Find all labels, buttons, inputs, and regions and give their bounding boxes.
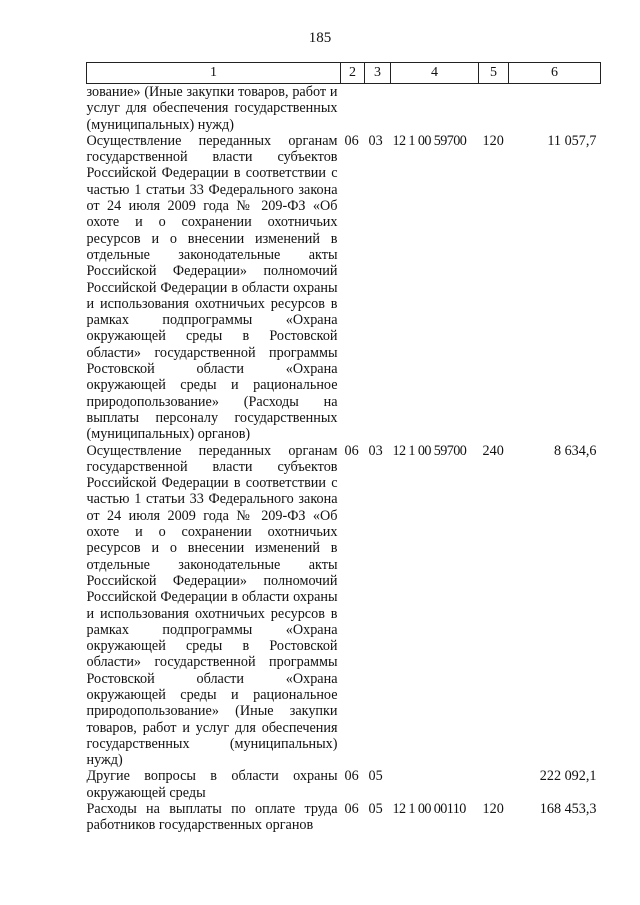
table-row [87, 443, 601, 769]
row-expense-type [479, 84, 509, 133]
row-amount: 8 634,6 [553, 442, 597, 459]
row-subsection [365, 84, 391, 133]
column-header-3: 3 [365, 63, 391, 84]
row-name: Осуществление переданных органам государственной власти субъектов Российской Федерации в соответствии с частью 1 статьи 33 Федерального закона от 24 июля 2009 года № 209-ФЗ «Об охоте и о сохранении охотничьих ресурсов и о внесении изменений в отдельные законодательные акты Российской Федерации» полномочий Российской Федерации в области охраны и использования охотничьих ресурсов в рамках подпрограммы «Охрана окружающей среды в Ростовской области» государственной программы Ростовской области «Охрана окружающей среды и рациональное природопользование» (Расходы на выплаты персоналу государственных (муниципальных) органов) [86, 132, 338, 443]
row-expense-type [479, 768, 509, 801]
row-subsection: 03 [368, 132, 383, 149]
table-row [87, 801, 601, 834]
row-subsection: 03 [368, 442, 383, 459]
budget-table [86, 62, 601, 834]
column-header-4: 4 [391, 63, 479, 84]
row-name: Осуществление переданных органам государственной власти субъектов Российской Федерации в соответствии с частью 1 статьи 33 Федерального закона от 24 июля 2009 года № 209-ФЗ «Об охоте и о сохранении охотничьих ресурсов и о внесении изменений в отдельные законодательные акты Российской Федерации» полномочий Российской Федерации в области охраны и использования охотничьих ресурсов в рамках подпрограммы «Охрана окружающей среды в Ростовской области» государственной программы Ростовской области «Охрана окружающей среды и рациональное природопользование» (Иные закупки товаров, работ и услуг для обеспечения государственных (муниципальных) нужд) [86, 442, 338, 769]
row-section: 06 [344, 801, 359, 818]
row-name: Расходы на выплаты по оплате труда работников государственных органов [86, 801, 338, 834]
row-expense-type: 120 [482, 801, 504, 818]
page-number: 185 [308, 30, 332, 46]
row-expense-type: 240 [482, 442, 504, 459]
row-target-article: 12 1 00 00110 [392, 801, 466, 818]
row-name: Другие вопросы в области охраны окружающей среды [86, 768, 338, 801]
row-section [341, 84, 365, 133]
column-header-2: 2 [341, 63, 365, 84]
row-target-article [391, 768, 479, 801]
table-row [87, 133, 601, 443]
row-target-article: 12 1 00 59700 [392, 442, 467, 459]
row-name: зование» (Иные закупки товаров, работ и услуг для обеспечения государственных (муниципальных) нужд) [86, 84, 338, 133]
table-row [87, 84, 601, 133]
column-header-6: 6 [509, 63, 601, 84]
column-header-5: 5 [479, 63, 509, 84]
row-target-article [391, 84, 479, 133]
row-section: 06 [344, 442, 359, 459]
table-row [87, 768, 601, 801]
row-target-article: 12 1 00 59700 [392, 132, 467, 149]
row-subsection: 05 [368, 801, 383, 818]
row-amount: 222 092,1 [539, 768, 597, 785]
row-amount: 11 057,7 [547, 132, 597, 149]
column-header-1: 1 [87, 63, 341, 84]
row-section: 06 [344, 132, 359, 149]
row-subsection: 05 [368, 768, 383, 785]
row-amount [509, 84, 601, 133]
row-expense-type: 120 [482, 132, 504, 149]
table-header-row [87, 63, 601, 84]
row-amount: 168 453,3 [539, 801, 597, 818]
row-section: 06 [344, 768, 359, 785]
